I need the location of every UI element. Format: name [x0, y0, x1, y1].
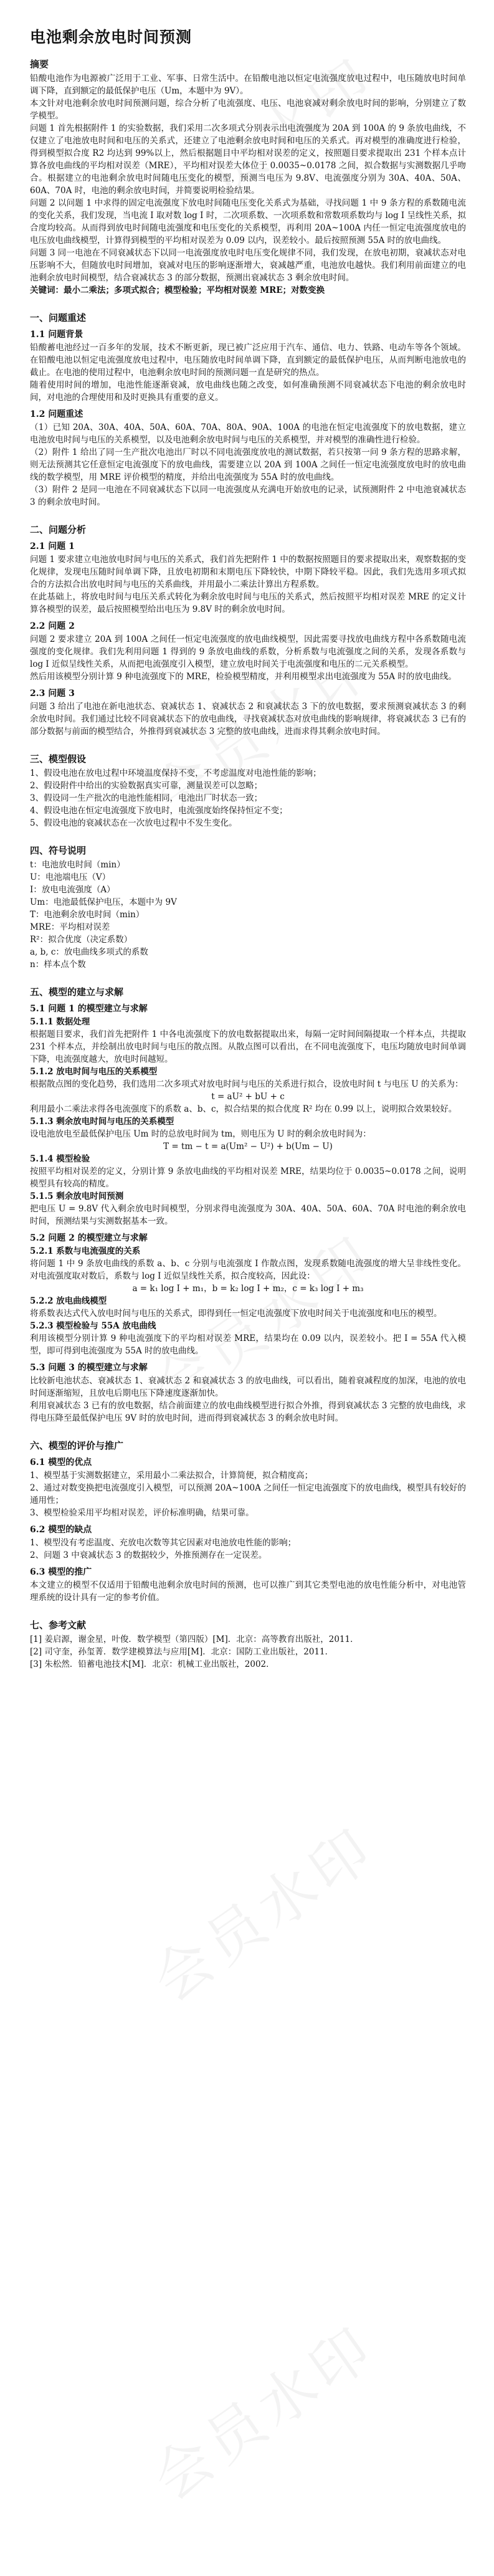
symbol: a, b, c: [30, 947, 56, 957]
paragraph: 本文建立的模型不仅适用于铅酸电池剩余放电时间的预测，也可以推广到其它类型电池的放电性能分析中，对电池管理系统的设计具有一定的参考价值。: [30, 1580, 466, 1603]
paragraph: 本文针对电池剩余放电时间预测问题，综合分析了电流强度、电压、电池衰减对剩余放电时间的影响，分别建立了数学模型。: [30, 98, 466, 121]
section-heading: 一、问题重述: [30, 312, 87, 323]
paragraph: 5.1.4 模型检验: [30, 1154, 90, 1164]
paragraph: 问题 2 以问题 1 中求得的固定电流强度下放电时间随电压变化关系式为基础，寻找问题 1 中 9 条方程的系数随电流的变化关系，我们发现，当电流 I 取对数 log I 时，二次项系数、一次项系数和常数项系数均与 log I 呈线性关系，拟合度均较高。从而得到放电时间随电流强度和电压变化的关系模型，再利用 20A~100A 内任一恒定电流强度放电的电压放电曲线模型，计算得到模型的平均相对误差为 0.09 以内，误差较小。最后按照预测 55A 时的放电曲线。: [30, 198, 467, 246]
list-item: 2、假设附件中给出的实验数据真实可靠，测量误差可以忽略；: [30, 781, 263, 791]
symbol-desc: 拟合优度（决定系数）: [48, 935, 133, 945]
list-item: 2、问题 3 中衰减状态 3 的数据较少，外推预测存在一定误差。: [30, 1550, 267, 1560]
paragraph: 5.1.2 放电时间与电压的关系模型: [30, 1067, 158, 1077]
keywords: 关键词：最小二乘法；多项式拟合；模型检验；平均相对误差 MRE；对数变换: [30, 285, 325, 295]
abstract-heading: 摘要: [30, 59, 49, 70]
paragraph: 设电池放电至最低保护电压 Um 时的总放电时间为 tm，则电压为 U 时的剩余放电时间为：: [30, 1129, 371, 1139]
section-heading: 三、模型假设: [30, 753, 87, 765]
paragraph: 根据散点图的变化趋势，我们选用二次多项式对放电时间与电压的关系进行拟合，设放电时间 t 与电压 U 的关系为：: [30, 1079, 463, 1089]
reference-item: [3] 朱松然．铅蓄电池技术[M]．北京：机械工业出版社，2002．: [30, 1659, 275, 1669]
watermark: [105, 1784, 418, 2037]
subsection-heading: 1.1 问题背景: [30, 330, 83, 340]
paragraph: 按照平均相对误差的定义，分别计算 9 条放电曲线的平均相对误差 MRE，结果均位于 0.0035~0.0178 之间，说明模型具有较高的精度。: [30, 1166, 466, 1189]
paragraph: 把电压 U = 9.8V 代入剩余放电时间模型，分别求得电流强度为 30A、40A、50A、60A、70A 时电池的剩余放电时间，预测结果与实测数据基本一致。: [30, 1204, 466, 1226]
paragraph: 将问题 1 中 9 条放电曲线的系数 a、b、c 分别与电流强度 I 作散点图，发现系数随电流强度的增大呈非线性变化。对电流强度取对数后，系数与 log I 近似呈线性关系，拟合度较高，因此设：: [30, 1259, 466, 1281]
symbol: U: [30, 872, 37, 882]
section-heading: 四、符号说明: [30, 845, 87, 856]
symbol-desc: 电池最低保护电压，本题中为 9V: [53, 897, 177, 907]
paragraph: 利用该模型分别计算 9 种电流强度下的平均相对误差 MRE，结果均在 0.09 以内，误差较小。把 I = 55A 代入模型，即可得到电流强度为 55A 时的放电曲线。: [30, 1333, 466, 1356]
paragraph: 问题 2 要求建立 20A 到 100A 之间任一恒定电流强度的放电曲线模型，因此需要寻找放电曲线方程中各系数随电流强度的变化规律。我们先利用问题 1 得到的 9 条放电曲线的系数，分析系数与电流强度之间的关系，发现各系数与 log I 近似呈线性关系，从而把电流强度引入模型，建立放电时间关于电流强度和电压的二元关系模型。: [30, 634, 466, 669]
subsection-heading: 5.2 问题 2 的模型建立与求解: [30, 1233, 148, 1243]
paragraph: （2）附件 1 给出了同一生产批次电池出厂时以不同电流强度放电的测试数据，若只按第一问 9 条方程的思路求解，则无法预测其它任意恒定电流强度下的放电曲线，需要建立以 20A 到 100A 之间任一恒定电流强度放电时的放电曲线的数学模型，用 MRE 评价模型的精度，并给出电流强度为 55A 时的放电曲线。: [30, 447, 466, 482]
symbol-desc: 平均相对误差: [59, 922, 110, 932]
symbol: Um: [30, 897, 45, 907]
reference-item: [1] 姜启源，谢金星，叶俊．数学模型（第四版）[M]．北京：高等教育出版社，2011．: [30, 1634, 359, 1644]
symbol-desc: 电池端电压（V）: [45, 872, 111, 882]
formula: T = tm − t = a(Um² − U²) + b(Um − U): [163, 1142, 333, 1152]
symbol: MRE: [30, 922, 51, 932]
paragraph: （1）已知 20A、30A、40A、50A、60A、70A、80A、90A、100A 的电池在恒定电流强度下的放电数据，建立电池放电时间与电压的关系模型，以及电池剩余放电时间与电压的关系模型，并对模型的准确性进行检验。: [30, 422, 466, 445]
paragraph: 铅酸蓄电池经过一百多年的发展，技术不断更新，现已被广泛应用于汽车、通信、电力、铁路、电动车等各个领域。在铅酸电池以恒定电流强度放电过程中，电压随放电时间单调下降，直到额定的最低保护电压，从而判断电池放电的截止。在电池的使用过程中，电池剩余放电时间的预测问题一直是研究的热点。: [30, 343, 466, 378]
list-item: 1、模型没有考虑温度、充放电次数等其它因素对电池放电性能的影响；: [30, 1538, 297, 1548]
paragraph: 5.1.1 数据处理: [30, 1017, 90, 1027]
symbol-desc: 样本点个数: [44, 960, 86, 970]
watermark: [105, 2283, 418, 2535]
paragraph: 5.2.3 模型检验与 55A 放电曲线: [30, 1321, 156, 1331]
subsection-heading: 6.1 模型的优点: [30, 1457, 92, 1467]
subsection-heading: 6.3 模型的推广: [30, 1567, 92, 1577]
formula: t = aU² + bU + c: [211, 1092, 285, 1102]
subsection-heading: 1.2 问题重述: [30, 409, 83, 419]
list-item: 3、模型检验采用平均相对误差，评价标准明确，结果可靠。: [30, 1508, 254, 1518]
paragraph: 5.1.3 剩余放电时间与电压的关系模型: [30, 1117, 174, 1127]
section-heading: 二、问题分析: [30, 524, 87, 535]
paragraph: （3）附件 2 是同一电池在不同衰减状态下以同一电流强度从充满电开始放电的记录，试预测附件 2 中电池衰减状态 3 的剩余放电时间。: [30, 485, 466, 507]
subsection-heading: 6.2 模型的缺点: [30, 1525, 92, 1535]
symbol-desc: 放电电流强度（A）: [41, 885, 115, 895]
symbol-list: t：电池放电时间（min） U：电池端电压（V） I：放电电流强度（A） Um：电池最低保护电压，本题中为 9V T：电池剩余放电时间（min） MRE：平均相对误差 R²：拟合优度（决定系数） a, b, c：放电曲线多项式的系数 n：样本点个数: [30, 860, 177, 970]
paragraph: 5.2.2 放电曲线模型: [30, 1296, 107, 1306]
symbol-desc: 电池剩余放电时间（min）: [44, 910, 145, 920]
list-item: 3、假设同一生产批次的电池性能相同，电池出厂时状态一致；: [30, 793, 263, 803]
paragraph: 5.1.5 剩余放电时间预测: [30, 1191, 124, 1201]
paragraph: 然后用该模型分别计算 9 种电流强度下的 MRE，检验模型精度，并利用模型求出电流强度为 55A 时的放电曲线。: [30, 672, 457, 682]
paragraph: 5.2.1 系数与电流强度的关系: [30, 1246, 141, 1256]
paragraph: 问题 1 要求建立电池放电时间与电压的关系式，我们首先把附件 1 中的数据按照题目的要求提取出来，观察数据的变化规律，发现电压随时间单调下降，且放电初期和末期电压下降较快，中期下降较平稳。因此，我们先选用多项式拟合的方法拟合出放电时间与电压的关系曲线，并用最小二乘法计算出方程系数。: [30, 555, 466, 589]
subsection-heading: 5.3 问题 3 的模型建立与求解: [30, 1363, 148, 1373]
section-heading: 五、模型的建立与求解: [30, 986, 124, 998]
symbol: T: [30, 910, 36, 920]
paragraph: 将系数表达式代入放电时间与电压的关系式，即得到任一恒定电流强度下放电时间关于电流强度和电压的模型。: [30, 1309, 442, 1319]
symbol: I: [30, 885, 34, 895]
section-heading: 七、参考文献: [30, 1620, 87, 1631]
paragraph: 利用最小二乘法求得各电流强度下的系数 a、b、c，拟合结果的拟合优度 R² 均在 0.99 以上，说明拟合效果较好。: [30, 1104, 457, 1114]
subsection-heading: 2.3 问题 3: [30, 689, 75, 699]
list-item: 1、假设电池在放电过程中环境温度保持不变，不考虑温度对电池性能的影响；: [30, 768, 321, 778]
symbol: n: [30, 960, 36, 970]
symbol: R²: [30, 935, 40, 945]
paragraph: 根据题目要求，我们首先把附件 1 中各电流强度下的放电数据提取出来，每隔一定时间间隔提取一个样本点，共提取 231 个样本点，并绘制出放电时间与电压的散点图。从散点图可以看出，在不同电流强度下，电压均随放电时间单调下降，电流强度越大，放电时间越短。: [30, 1029, 466, 1064]
list-item: 4、假设电池在恒定电流强度下放电时，电流强度始终保持恒定不变；: [30, 806, 288, 816]
symbol-desc: 放电曲线多项式的系数: [64, 947, 148, 957]
paragraph: 在此基础上，将放电时间与电压关系式转化为剩余放电时间与电压的关系式，然后按照平均相对误差 MRE 的定义计算各模型的误差，最后按照模型给出电压为 9.8V 时的剩余放电时间。: [30, 592, 466, 614]
paragraph: 随着使用时间的增加，电池性能逐渐衰减，放电曲线也随之改变，如何准确预测不同衰减状态下电池的剩余放电时间，对电池的合理使用和及时更换具有重要的意义。: [30, 380, 466, 403]
paragraph: 利用衰减状态 3 已有的放电数据，结合前面建立的放电曲线模型进行拟合外推，得到衰减状态 3 完整的放电曲线，求得电压降至最低保护电压 9V 时的放电时间，进而得到衰减状态 3 的剩余放电时间。: [30, 1401, 466, 1423]
reference-item: [2] 司守奎，孙玺菁．数学建模算法与应用[M]．北京：国防工业出版社，2011．: [30, 1647, 334, 1657]
subsection-heading: 2.1 问题 1: [30, 541, 75, 551]
paragraph: 铅酸电池作为电源被广泛用于工业、军事、日常生活中。在铅酸电池以恒定电流强度放电过程中，电压随放电时间单调下降，直到额定的最低保护电压（Um，本题中为 9V）。: [30, 74, 466, 96]
list-item: 5、假设电池的衰减状态在一次放电过程中不发生变化。: [30, 818, 237, 828]
list-item: 2、通过对数变换把电流强度引入模型，可以预测 20A~100A 之间任一恒定电流强度下的放电曲线，模型具有较好的通用性；: [30, 1483, 466, 1505]
paragraph: 比较新电池状态、衰减状态 1、衰减状态 2 和衰减状态 3 的放电曲线，可以看出，随着衰减程度的加深，电池的放电时间逐渐缩短，且放电后期电压下降速度逐渐加快。: [30, 1376, 466, 1398]
symbol-desc: 电池放电时间（min）: [41, 860, 125, 870]
list-item: 1、模型基于实测数据建立，采用最小二乘法拟合，计算简便，拟合精度高；: [30, 1471, 313, 1481]
document-body: [30, 25, 466, 1671]
paragraph: 问题 3 同一电池在不同衰减状态下以同一电流强度放电时电压变化规律不同，我们发现，在放电初期，衰减状态对电压影响不大，但随放电时间增加，衰减对电压的影响逐渐增大，衰减越严重，电池放电越快。我们利用前面建立的电池剩余放电时间模型，结合衰减状态 3 的部分数据，预测出衰减状态 3 剩余放电时间。: [30, 248, 466, 283]
formula: a = k₁ log I + m₁，b = k₂ log I + m₂，c = k₃ log I + m₃: [132, 1284, 364, 1294]
subsection-heading: 2.2 问题 2: [30, 621, 75, 631]
paragraph: 问题 3 给出了电池在新电池状态、衰减状态 1、衰减状态 2 和衰减状态 3 下的放电数据，要求预测衰减状态 3 的剩余放电时间。我们通过比较不同衰减状态下的放电曲线，寻找衰减状态对放电曲线的影响规律，将衰减状态 3 已有的部分数据与前面的模型结合，外推得到衰减状态 3 完整的放电曲线，进而求得其剩余放电时间。: [30, 702, 466, 737]
symbol: t: [30, 860, 34, 870]
paragraph: 问题 1 首先根据附件 1 的实验数据，我们采用二次多项式分别表示出电流强度为 20A 到 100A 的 9 条放电曲线，不仅建立了电池放电时间和电压的关系式，还建立了电池剩余放电时间和电压的关系式。再对模型的准确度进行检验，得到模型拟合度 R2 均达到 99%以上，然后根据题目中平均相对误差的定义，按照题目要求提取出 231 个样本点计算各放电曲线的平均相对误差（MRE），平均相对误差大体位于 0.0035~0.0178 之间，拟合数据与实测数据几乎吻合。根据建立的电池剩余放电时间随电压变化的模型，预测当电压为 9.8V、电流强度分别为 30A、40A、50A、60A、70A 时，电池的剩余放电时间，并简要说明检验结果。: [30, 123, 466, 196]
subsection-heading: 5.1 问题 1 的模型建立与求解: [30, 1004, 148, 1014]
document-title: 电池剩余放电时间预测: [30, 28, 192, 46]
section-heading: 六、模型的评价与推广: [30, 1440, 124, 1451]
